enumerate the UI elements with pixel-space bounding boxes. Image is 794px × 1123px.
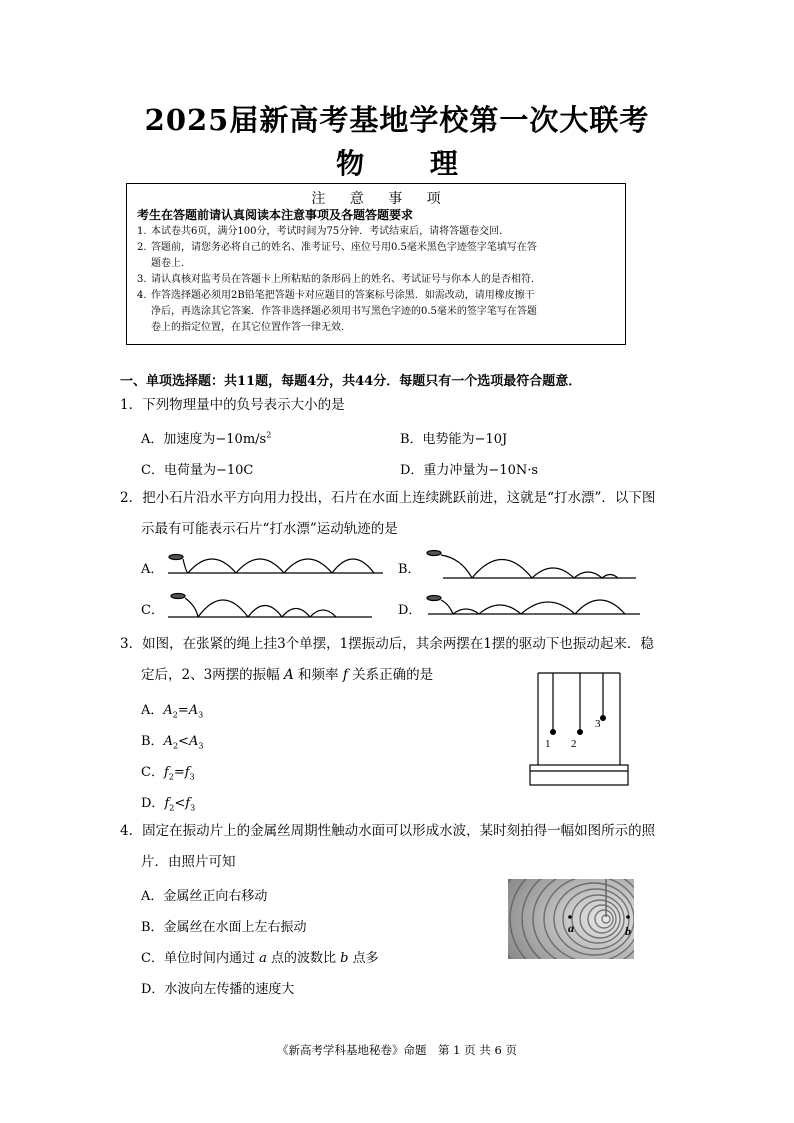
q1-option-c: C．电荷量为−10C xyxy=(141,463,254,478)
q3-option-sub: 3 xyxy=(189,772,195,782)
q1-option-a-text: A．加速度为−10m/s xyxy=(141,432,267,447)
notice-item-num: 1. xyxy=(137,226,147,237)
q3-stem-var-a: A xyxy=(283,667,294,683)
q2-option-d-label: D． xyxy=(398,603,422,618)
q2-stem-line2: 示最有可能表示石片“打水漂”运动轨迹的是 xyxy=(141,521,398,537)
page-footer: 《新高考学科基地秘卷》命题 第 1 页 共 6 页 xyxy=(277,1043,517,1057)
point-b-label: b xyxy=(625,924,631,938)
q1-option-a-sup: 2 xyxy=(266,430,272,440)
notice-item-line: 请认真核对监考员在答题卡上所粘贴的条形码上的姓名、考试证号与你本人的是否相符． xyxy=(151,274,541,285)
q3-option-label: D． xyxy=(141,796,165,811)
q4-option-c-b: b xyxy=(340,951,349,966)
q3-pendulum-figure xyxy=(528,665,628,790)
q3-option-sub: 3 xyxy=(198,741,204,751)
q1-option-d: D．重力冲量为−10N·s xyxy=(400,463,539,478)
q3-option-label: A． xyxy=(141,703,164,718)
q1-option-b: B．电势能为−10J xyxy=(400,432,508,447)
pendulum-2-label: 2 xyxy=(571,738,577,750)
q3-option-var: f xyxy=(163,765,169,780)
q3-stem-part3: 关系正确的是 xyxy=(352,667,434,683)
q2-figure-c xyxy=(168,594,372,618)
q3-option-a xyxy=(141,699,203,720)
notice-item-num: 3. xyxy=(137,274,147,285)
q4-option-d: D．水波向左传播的速度大 xyxy=(141,982,295,997)
subject-title: 物 理 xyxy=(336,147,486,180)
q2-stem-line1: 2．把小石片沿水平方向用力投出，石片在水面上连续跳跃前进，这就是“打水漂”．以下图 xyxy=(120,490,656,506)
point-b-dot xyxy=(626,915,630,919)
notice-item-num: 4. xyxy=(137,290,147,301)
q2-option-a-label: A． xyxy=(141,562,164,577)
q3-option-op: = xyxy=(177,703,189,718)
pendulum-3-bob xyxy=(600,715,606,721)
q3-stem-line1: 3．如图，在张紧的绳上挂3个单摆，1摆振动后，其余两摆在1摆的驱动下也振动起来．稳 xyxy=(120,636,654,652)
point-a-label: a xyxy=(568,921,574,935)
notice-item-line: 净后，再选涂其它答案．作答非选择题必须用书写黑色字迹的0.5毫米的签字笔写在答题 xyxy=(151,306,537,317)
pendulum-3-label: 3 xyxy=(595,718,601,730)
q3-option-sub: 3 xyxy=(190,803,196,813)
notice-item-num: 2. xyxy=(137,242,147,253)
notice-heading: 注 意 事 项 xyxy=(311,191,451,207)
q3-option-var: A xyxy=(163,703,173,718)
q2-option-b-label: B． xyxy=(398,562,421,577)
q2-figure-b xyxy=(427,551,636,579)
q1-stem: 1．下列物理量中的负号表示大小的是 xyxy=(120,397,345,413)
q3-option-sub: 2 xyxy=(168,772,174,782)
q4-option-c-post: 点多 xyxy=(352,951,379,966)
q4-option-c xyxy=(141,947,379,966)
q3-stem-part2: 和频率 xyxy=(298,667,339,683)
q3-option-sub: 2 xyxy=(172,710,178,720)
q3-option-var: A xyxy=(163,734,173,749)
q3-option-var: f xyxy=(164,796,170,811)
q3-option-label: B． xyxy=(141,734,164,749)
pendulum-1-label: 1 xyxy=(545,738,551,750)
q4-option-c-mid: 点的波数比 xyxy=(271,951,337,966)
q3-option-var: f xyxy=(184,765,190,780)
q3-option-sub: 2 xyxy=(169,803,175,813)
q4-option-a: A．金属丝正向右移动 xyxy=(141,889,268,904)
q3-option-c xyxy=(141,761,195,782)
q4-option-c-pre: C．单位时间内通过 xyxy=(141,951,255,966)
q3-option-var: A xyxy=(188,734,199,749)
q3-option-sub: 3 xyxy=(198,710,204,720)
notice-item-line: 答题前，请您务必将自己的姓名、准考证号、座位号用0.5毫米黑色字迹签字笔填写在答 xyxy=(151,242,537,253)
q3-option-var: f xyxy=(185,796,191,811)
q4-stem-line1: 4．固定在振动片上的金属丝周期性触动水面可以形成水波，某时刻拍得一幅如图所示的照 xyxy=(120,823,656,839)
q4-option-c-a: a xyxy=(259,951,267,966)
q4-option-b: B．金属丝在水面上左右振动 xyxy=(141,920,307,935)
notice-item-line: 卷上的指定位置，在其它位置作答一律无效． xyxy=(151,322,351,333)
q3-option-op: < xyxy=(174,796,186,811)
q2-figure-a xyxy=(168,555,383,574)
q3-stem-var-f: f xyxy=(342,667,348,683)
pendulum-2-bob xyxy=(577,729,583,735)
point-a-dot xyxy=(568,915,572,919)
q3-option-b xyxy=(141,730,203,751)
exam-title: 2025届新高考基地学校第一次大联考 xyxy=(144,103,650,137)
q2-option-c-label: C． xyxy=(141,603,164,618)
section-heading: 一、单项选择题：共11题，每题4分，共44分．每题只有一个选项最符合题意． xyxy=(120,374,582,389)
q3-option-d xyxy=(141,792,195,813)
q3-stem-part1: 定后，2、3两摆的振幅 xyxy=(141,667,280,683)
q3-option-label: C． xyxy=(141,765,164,780)
q4-wave-photo xyxy=(508,879,634,959)
notice-item-line: 题卷上． xyxy=(151,258,191,269)
notice-item-line: 本试卷共6页，满分100分，考试时间为75分钟．考试结束后，请将答题卷交回． xyxy=(151,226,510,237)
q3-option-op: < xyxy=(178,734,189,749)
q3-stem-line2 xyxy=(141,666,433,684)
pendulum-1-bob xyxy=(550,729,556,735)
q3-option-var: A xyxy=(188,703,199,718)
q2-figure-d xyxy=(427,596,640,615)
q3-option-op: = xyxy=(173,765,185,780)
q4-stem-line2: 片．由照片可知 xyxy=(141,854,236,870)
notice-item-line: 作答选择题必须用2B铅笔把答题卡对应题目的答案标号涂黑．如需改动，请用橡皮擦干 xyxy=(151,290,535,301)
notice-subheading: 考生在答题前请认真阅读本注意事项及各题答题要求 xyxy=(137,208,414,222)
q3-option-sub: 2 xyxy=(172,741,179,751)
